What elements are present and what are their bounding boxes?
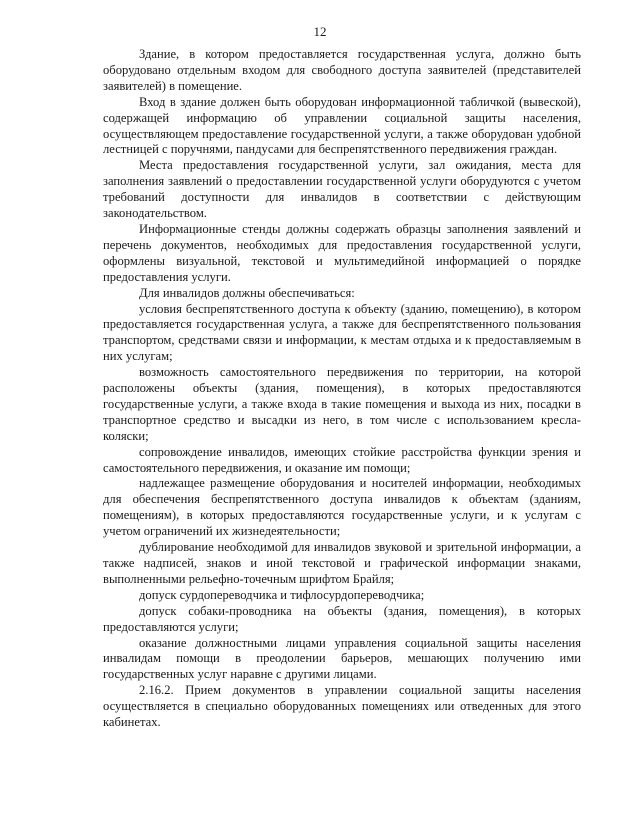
paragraph-disabled-intro: Для инвалидов должны обеспечиваться: <box>139 285 355 300</box>
list-item-independent-movement: возможность самостоятельного передвижения по территории, на которой расположены объекты (здания, помещения), в которых предоставляются государственные услуги, а также входа в такие помещения и выхода из них, посадки в транспортное средство и высадки из него, в том числе с использованием кресла-коляски; <box>103 365 581 443</box>
list-item-access-conditions: условия беспрепятственного доступа к объекту (зданию, помещению), в котором предоставляется государственная услуга, а также для беспрепятственного пользования транспортом, средствами связи и информации, к местам отдыха и к предоставляемым в них услугам; <box>103 301 581 364</box>
document-body <box>103 47 581 731</box>
page-number: 12 <box>313 24 327 39</box>
list-item-staff-assistance: оказание должностными лицами управления социальной защиты населения инвалидам помощи в преодолении барьеров, мешающих получению ими государственных услуг наравне с другими лицами. <box>103 635 581 682</box>
paragraph-entrance-signage: Вход в здание должен быть оборудован информационной табличкой (вывеской), содержащей информацию об управлении социальной защиты населения, осуществляющем предоставление государственной услуги, а также оборудован удобной лестницей с поручнями, пандусами для беспрепятственного передвижения граждан. <box>103 94 581 157</box>
list-item-escort: сопровождение инвалидов, имеющих стойкие расстройства функции зрения и самостоятельного передвижения, и оказание им помощи; <box>103 444 581 475</box>
list-item-braille-duplication: дублирование необходимой для инвалидов звуковой и зрительной информации, а также надписей, знаков и иной текстовой и графической информации знаками, выполненными рельефно-точечным шрифтом Брайля; <box>103 540 581 586</box>
paragraph-service-places: Места предоставления государственной услуги, зал ожидания, места для заполнения заявлений о предоставлении государственной услуги оборудуются с учетом требований доступности для инвалидов в соответствии с действующим законодательством. <box>103 158 581 221</box>
paragraph-section-2-16-2: 2.16.2. Прием документов в управлении социальной защиты населения осуществляется в специально оборудованных помещениях или отведенных для этого кабинетах. <box>103 683 581 730</box>
paragraph-building-entrance: Здание, в котором предоставляется государственная услуга, должно быть оборудовано отдельным входом для свободного доступа заявителей (представителей заявителей) в помещение. <box>103 47 581 93</box>
list-item-guide-dog: допуск собаки-проводника на объекты (здания, помещения), в которых предоставляются услуги; <box>103 603 581 634</box>
list-item-equipment-placement: надлежащее размещение оборудования и носителей информации, необходимых для обеспечения беспрепятственного доступа инвалидов к объектам (зданиям, помещениям), в которых предоставляются государственные услуги, и к услугам с учетом ограничений их жизнедеятельности; <box>103 476 581 539</box>
paragraph-info-stands: Информационные стенды должны содержать образцы заполнения заявлений и перечень документов, необходимых для предоставления государственной услуги, оформлены визуальной, текстовой и мультимедийной информацией о порядке предоставления услуги. <box>103 221 581 284</box>
list-item-sign-interpreter: допуск сурдопереводчика и тифлосурдопереводчика; <box>139 587 425 602</box>
